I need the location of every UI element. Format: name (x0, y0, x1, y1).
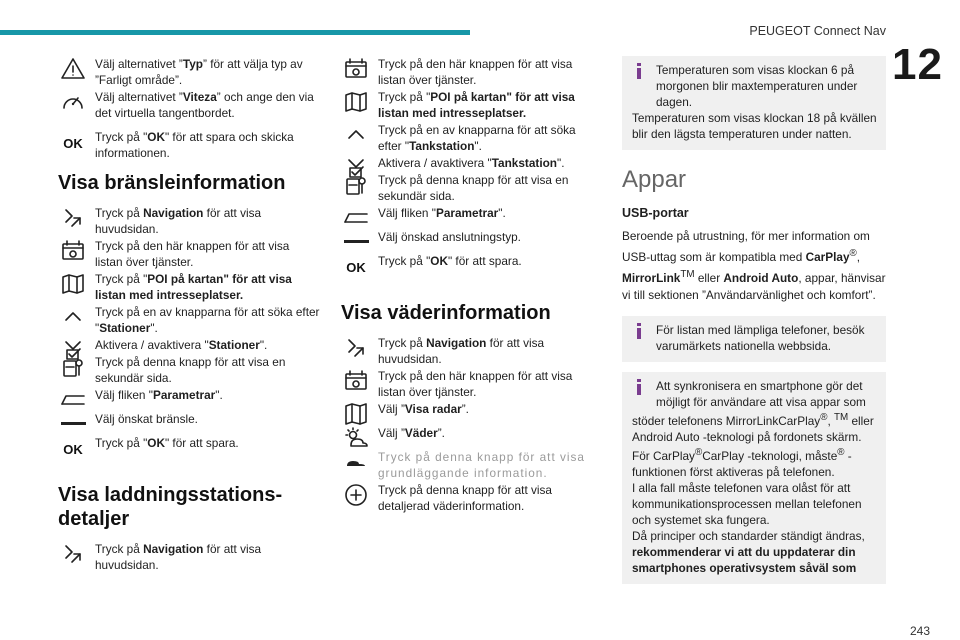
instruction-text: Välj alternativet ”Typ” för att välja typ av ”Farligt område”. (95, 57, 303, 87)
instruction-row (341, 482, 593, 514)
instruction-text: Tryck på "POI på kartan" för att visa listan med intresseplatser. (95, 272, 292, 302)
instruction-row (58, 304, 320, 336)
info-icon (632, 323, 646, 339)
note-text: Att synkronisera en smartphone gör det möjligt för användare att visa appar som (656, 378, 866, 409)
instruction-text: Välj fliken "Parametrar". (378, 206, 506, 220)
instruction-text: Tryck på denna knapp för att visa en sekundär sida. (95, 355, 286, 385)
instruction-text: Tryck på denna knapp för att visa grundläggande information. (378, 450, 585, 480)
speedometer-icon (58, 90, 88, 118)
chapter-number: 12 (892, 40, 943, 89)
instruction-text: Tryck på en av knapparna för att söka efter "Tankstation". (378, 123, 576, 153)
instruction-row (341, 89, 593, 121)
services-icon (341, 369, 371, 397)
poi-map-icon (341, 90, 371, 118)
instruction-text: Tryck på "OK" för att spara. (378, 254, 522, 268)
instruction-text: Tryck på "POI på kartan" för att visa listan med intresseplatser. (378, 90, 575, 120)
chevron-up-icon (341, 123, 371, 151)
column-3 (622, 56, 886, 594)
column-2 (341, 56, 593, 515)
charging-heading: Visa laddningsstations-detaljer (58, 484, 283, 530)
instruction-row (341, 425, 593, 441)
settings-page-icon (341, 173, 371, 201)
apps-heading: Appar (622, 166, 687, 193)
instruction-row (341, 335, 593, 367)
instruction-row (341, 172, 593, 204)
instruction-row (341, 449, 593, 481)
instruction-row (58, 271, 320, 303)
instruction-row (341, 368, 593, 400)
note-text: Temperaturen som visas klockan 18 på kvällen blir den lägsta temperaturen under natten. (632, 111, 877, 141)
instruction-row (58, 238, 320, 270)
instruction-text: Välj ”Visa radar”. (378, 402, 469, 416)
instruction-row (58, 89, 320, 121)
navigation-icon (58, 206, 88, 234)
weather-small-icon (341, 450, 371, 478)
instruction-row (58, 387, 320, 403)
weather-heading: Visa väderinformation (341, 302, 551, 324)
instruction-text: Tryck på denna knapp för att visa en sekundär sida. (378, 173, 569, 203)
instruction-text: Välj alternativet ”Viteza” och ange den via det virtuella tangentbordet. (95, 90, 314, 120)
warning-icon (58, 57, 88, 85)
instruction-text: Aktivera / avaktivera "Stationer". (95, 338, 268, 352)
instruction-text: Tryck på Navigation för att visa huvudsidan. (95, 542, 262, 572)
instruction-text: Tryck på "OK" för att spara. (95, 436, 239, 450)
instruction-text: Välj önskat bränsle. (95, 412, 198, 426)
chevron-up-icon (58, 305, 88, 333)
instruction-row (58, 56, 320, 88)
instruction-row (58, 411, 320, 427)
usb-paragraph: Beroende på utrustning, för mer information om USB-uttag som är kompatibla med CarPlay®, MirrorLink™ eller Android Auto, appar, hänvisar vi till sektionen ”Användarvänlighet och komfort”. (622, 229, 886, 302)
info-note-temperature (622, 56, 886, 150)
instruction-row (341, 401, 593, 417)
instruction-row (341, 122, 593, 154)
note-text: stöder telefonens MirrorLinkCarPlay®, ™ eller Android Auto -teknologi på fordonets skärm. För CarPlay®CarPlay -teknologi, måste® -funktionen först aktiveras på telefonen. I alla fall måste telefonen vara olåst för att kommunikationsprocessen mellan telefonen och systemet ska fungera. Då principer och standarder ständigt ändras, rekommenderar vi att du uppdaterar din smartphones operativsystem såväl som (632, 411, 874, 575)
instruction-text: Aktivera / avaktivera "Tankstation". (378, 156, 565, 170)
column-1 (58, 56, 320, 574)
instruction-row (58, 337, 320, 353)
navigation-icon (341, 336, 371, 364)
instruction-row (341, 205, 593, 221)
instruction-row (58, 541, 320, 573)
usb-heading: USB-portar (622, 206, 689, 220)
instruction-text: Tryck på en av knapparna för att söka efter "Stationer". (95, 305, 320, 335)
instruction-text: Välj ”Väder”. (378, 426, 445, 440)
instruction-text: Välj fliken "Parametrar". (95, 388, 223, 402)
instruction-row (58, 435, 320, 457)
services-icon (341, 57, 371, 85)
instruction-row (341, 56, 593, 88)
fuel-heading: Visa bränsleinformation (58, 172, 286, 194)
note-text: Temperaturen som visas klockan 6 på morgonen blir maxtemperaturen under dagen. (656, 63, 858, 109)
instruction-row (341, 253, 593, 275)
info-icon (632, 379, 646, 395)
instruction-row (341, 229, 593, 245)
instruction-text: Tryck på Navigation för att visa huvudsidan. (378, 336, 545, 366)
poi-map-icon (58, 272, 88, 300)
note-text: För listan med lämpliga telefoner, besök varumärkets nationella webbsida. (656, 322, 865, 353)
instruction-text: Välj önskad anslutningstyp. (378, 230, 521, 244)
plus-circle-icon (341, 483, 371, 511)
instruction-text: Tryck på denna knapp för att visa detaljerad väderinformation. (378, 483, 552, 513)
instruction-text: Tryck på den här knappen för att visa listan över tjänster. (378, 57, 573, 87)
ok-icon: OK (63, 442, 83, 457)
instruction-text: Tryck på den här knappen för att visa listan över tjänster. (378, 369, 573, 399)
instruction-row (58, 205, 320, 237)
settings-page-icon (58, 355, 88, 383)
instruction-row (58, 354, 320, 386)
info-note-phones (622, 316, 886, 362)
instruction-text: Tryck på "OK" för att spara och skicka informationen. (95, 130, 294, 160)
instruction-text: Tryck på Navigation för att visa huvudsidan. (95, 206, 262, 236)
instruction-row (58, 129, 320, 161)
navigation-icon (58, 542, 88, 570)
header-title: PEUGEOT Connect Nav (749, 24, 886, 38)
services-icon (58, 239, 88, 267)
page-number: 243 (909, 624, 930, 638)
info-icon (632, 63, 646, 79)
instruction-text: Tryck på den här knappen för att visa listan över tjänster. (95, 239, 290, 269)
instruction-row (341, 155, 593, 171)
ok-icon: OK (346, 260, 366, 275)
info-note-sync (622, 372, 886, 584)
top-accent-bar (0, 30, 470, 35)
ok-icon: OK (63, 136, 83, 151)
